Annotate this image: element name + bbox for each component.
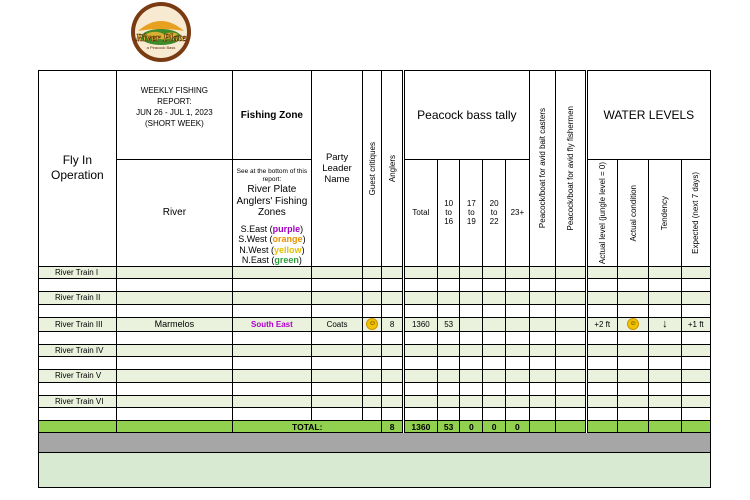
table-row	[39, 317, 711, 331]
row-label: River Train II	[39, 292, 117, 305]
zone-nw: N.West (yellow)	[239, 244, 305, 255]
condition-cell	[617, 317, 648, 331]
table-row	[39, 266, 711, 279]
river-plate-logo	[130, 1, 192, 63]
river-cell: Marmelos	[116, 317, 232, 331]
total-bin3: 0	[483, 421, 505, 433]
row-label: River Train III	[39, 317, 117, 331]
tendency-header: Tendency	[649, 160, 681, 267]
zone-se: S.East (purple)	[240, 223, 304, 234]
actual-condition-header: Actual condition	[617, 160, 648, 267]
table-row	[39, 395, 711, 408]
table-row	[39, 292, 711, 305]
expected-header: Expected (next 7 days)	[681, 160, 710, 267]
total-bin2: 0	[460, 421, 483, 433]
total-bin4: 0	[505, 421, 529, 433]
svg-text:River Plate: River Plate	[135, 32, 187, 44]
zone-ne: N.East (green)	[241, 255, 302, 265]
total-row	[39, 421, 711, 433]
zone-sw: S.West (orange)	[238, 234, 306, 244]
smiley-icon: ☺	[366, 318, 378, 330]
smiley-icon: ☺	[627, 318, 639, 330]
bin-10-16-header: 10 to 16	[438, 160, 460, 267]
zone-cell: South East	[232, 317, 311, 331]
row-label: River Train IV	[39, 344, 117, 357]
peacock-bass-tally-header: Peacock bass tally	[403, 71, 529, 160]
anglers-header: Anglers	[382, 71, 403, 267]
total-cell: 1360	[403, 317, 437, 331]
bin-20-22-header: 20 to 22	[483, 160, 505, 267]
total-label: TOTAL:	[232, 421, 382, 433]
party-leader-header: Party Leader Name	[311, 71, 363, 267]
river-header: River	[116, 160, 232, 267]
tendency-cell: ↓	[649, 317, 681, 331]
svg-text:a Peacock Bass: a Peacock Bass	[146, 45, 176, 50]
water-levels-header: WATER LEVELS	[586, 71, 710, 160]
actual-level-cell: +2 ft	[586, 317, 617, 331]
row-label: River Train VI	[39, 395, 117, 408]
fly-in-operation-header: Fly In Operation	[39, 71, 117, 267]
row-label: River Train I	[39, 266, 117, 279]
weekly-report-title: WEEKLY FISHING REPORT: JUN 26 - JUL 1, 2023 (SHORT WEEK)	[116, 71, 232, 160]
anglers-cell: 8	[382, 317, 403, 331]
table-row	[39, 344, 711, 357]
table-row	[39, 370, 711, 383]
total-header: Total	[403, 160, 437, 267]
peacock-fly-fishermen-header: Peacock/boat for avid fly fishermen	[556, 71, 586, 267]
leader-cell: Coats	[311, 317, 363, 331]
bin-17-19-header: 17 to 19	[460, 160, 483, 267]
critique-cell	[363, 317, 382, 331]
peacock-bait-casters-header: Peacock/boat for avid bait casters	[530, 71, 556, 267]
actual-level-header: Actual level (jungle level = 0)	[586, 160, 617, 267]
total-fish: 1360	[403, 421, 437, 433]
weekly-fishing-report-table	[38, 70, 711, 488]
bin1-cell: 53	[438, 317, 460, 331]
bin-23-plus-header: 23+	[505, 160, 529, 267]
guest-critiques-header: Guest critiques	[363, 71, 382, 267]
gray-band	[39, 433, 711, 453]
notes-band	[39, 453, 711, 488]
row-label: River Train V	[39, 370, 117, 383]
fishing-zone-header: Fishing Zone	[232, 71, 311, 160]
total-bin1: 53	[438, 421, 460, 433]
expected-cell: +1 ft	[681, 317, 710, 331]
total-anglers: 8	[382, 421, 403, 433]
zone-legend: See at the bottom of this report: River Plate Anglers' Fishing Zones S.East (purple) S.West (orange) N.West (yellow) N.East (green)	[232, 160, 311, 267]
